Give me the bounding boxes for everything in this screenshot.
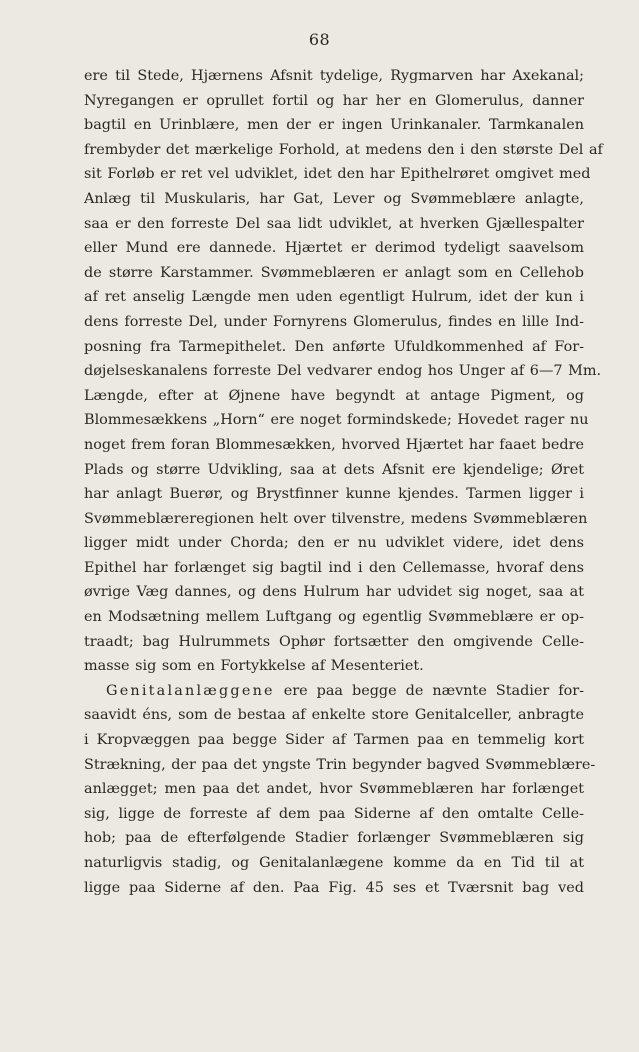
text-line: traadt; bag Hulrummets Ophør fortsætter den omgivende Celle- [84,633,584,650]
body-text [84,64,603,900]
text-line: anlægget; men paa det andet, hvor Svømmeblæren har forlænget [84,781,584,798]
text-line: frembyder det mærkelige Forhold, at medens den i den største Del af [84,141,603,158]
text-line: hob; paa de efterfølgende Stadier forlænger Svømmeblæren sig [84,830,584,847]
spaced-term: Genitalanlæggene [106,682,275,699]
paragraph-start-line [84,679,584,704]
text-line: masse sig som en Fortykkelse af Mesenteriet. [84,658,424,675]
text-line: posning fra Tarmepithelet. Den anførte Ufuldkommenhed af For- [84,338,584,355]
text-line: Svømmeblæreregionen helt over tilvenstre, medens Svømmeblæren [84,510,588,527]
text-line: dens forreste Del, under Fornyrens Glomerulus, findes en lille Ind- [84,313,584,330]
page-number: 68 [308,30,331,49]
text-line: ligger midt under Chorda; den er nu udviklet videre, idet dens [84,535,584,552]
text-line: sig, ligge de forreste af dem paa Siderne af den omtalte Celle- [84,805,584,822]
text-line: ere til Stede, Hjærnens Afsnit tydelige, Rygmarven har Axekanal; [84,68,584,84]
text-line: bagtil en Urinblære, men der er ingen Urinkanaler. Tarmkanalen [84,117,584,134]
text-line: Længde, efter at Øjnene have begyndt at antage Pigment, og [84,387,584,404]
text-line: har anlagt Buerør, og Brystfinner kunne kjendes. Tarmen ligger i [84,486,584,503]
text-line: naturligvis stadig, og Genitalanlægene komme da en Tid til at [84,855,584,871]
text-line: i Kropvæggen paa begge Sider af Tarmen paa en temmelig kort [84,732,584,749]
text-line: en Modsætning mellem Luftgang og egentlig Svømmeblære er op- [84,609,584,626]
text-line: af ret anselig Længde men uden egentligt Hulrum, idet der kun i [84,289,584,306]
text-line: saavidt éns, som de bestaa af enkelte store Genitalceller, anbragte [84,707,584,724]
text-line: sit Forløb er ret vel udviklet, idet den har Epithelrøret omgivet med [84,166,591,183]
text-line: noget frem foran Blommesækken, hvorved Hjærtet har faaet bedre [84,436,584,453]
text-line: døjelseskanalens forreste Del vedvarer endog hos Unger af 6—7 Mm. [84,363,602,380]
text-line: Plads og større Udvikling, saa at dets Afsnit ere kjendelige; Øret [84,461,584,478]
text-line: eller Mund ere dannede. Hjærtet er derimod tydeligt saavelsom [84,240,584,257]
text-line: Nyregangen er oprullet fortil og har her en Glomerulus, danner [84,92,584,109]
text-line: ligge paa Siderne af den. Paa Fig. 45 ses et Tværsnit bag ved [84,879,584,896]
text-line: de større Karstammer. Svømmeblæren er anlagt som en Cellehob [84,264,584,281]
text-line: saa er den forreste Del saa lidt udviklet, at hverken Gjællespalter [84,215,584,232]
text-line: Strækning, der paa det yngste Trin begynder bagved Svømmeblære- [84,756,596,773]
text-line: øvrige Væg dannes, og dens Hulrum har udvidet sig noget, saa at [84,584,584,601]
text-line: Epithel har forlænget sig bagtil ind i den Cellemasse, hvoraf dens [84,559,584,576]
text-line-rest: ere paa begge de nævnte Stadier for- [274,682,584,699]
text-line: Blommesækkens „Horn“ ere noget formindskede; Hovedet rager nu [84,412,589,429]
text-line: Anlæg til Muskularis, har Gat, Lever og Svømmeblære anlagte, [84,190,584,207]
